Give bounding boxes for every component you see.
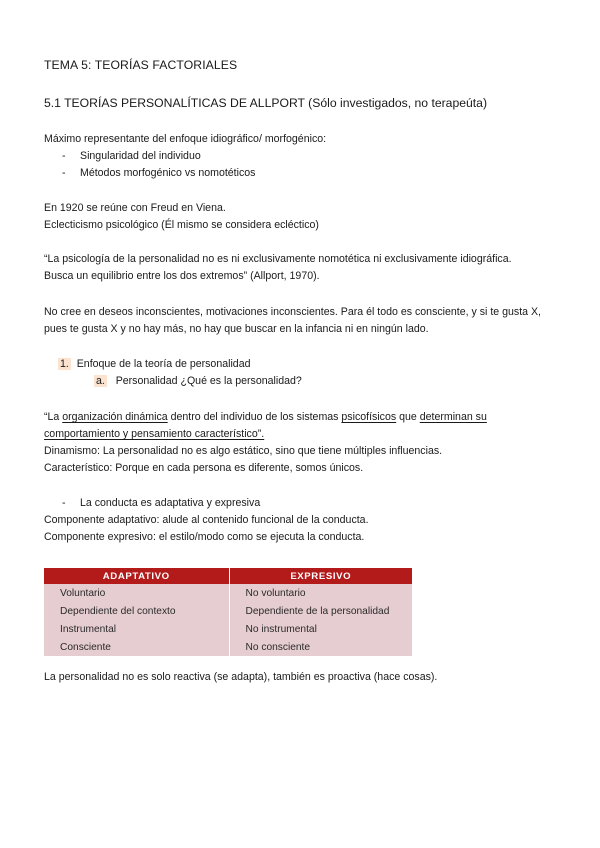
underlined-term: comportamiento y pensamiento característico”. [44, 428, 265, 440]
sub-item [94, 373, 302, 390]
sub-item-letter: a. [96, 375, 105, 387]
comparison-table [44, 568, 412, 656]
paragraph-line: pues te gusta X y no hay más, no hay que buscar en la infancia ni en ningún lado. [44, 323, 429, 335]
item-text: Enfoque de la teoría de personalidad [76, 358, 251, 370]
table-row [44, 584, 412, 602]
paragraph-line: No cree en deseos inconscientes, motivaciones inconscientes. Para él todo es consciente, y si te gusta X, [44, 306, 542, 318]
bullet-text: Métodos morfogénico vs nomotéticos [80, 167, 256, 179]
paragraph-line: Dinamismo: La personalidad no es algo estático, sino que tiene múltiples influencias. [44, 445, 443, 457]
quote-line: Busca un equilibrio entre los dos extremos” (Allport, 1970). [44, 270, 320, 282]
table-cell: Dependiente del contexto [44, 602, 229, 620]
table-row [44, 620, 412, 638]
table-cell: Consciente [44, 638, 229, 656]
definition-line [44, 409, 487, 426]
table-header-adaptativo: ADAPTATIVO [44, 568, 229, 584]
closing-line: La personalidad no es solo reactiva (se adapta), también es proactiva (hace cosas). [44, 671, 438, 683]
table-row [44, 602, 412, 620]
bullet-dash: - [62, 167, 66, 179]
text-run: que [396, 411, 420, 423]
item-number: 1. [60, 358, 69, 370]
paragraph-line: Componente expresivo: el estilo/modo como se ejecuta la conducta. [44, 531, 365, 543]
underlined-term: psicofísicos [341, 411, 397, 423]
text-run: dentro del individuo de los sistemas [167, 411, 342, 423]
paragraph-line: Componente adaptativo: alude al contenido funcional de la conducta. [44, 514, 369, 526]
text-run: “La [44, 411, 63, 423]
table-cell: Voluntario [44, 584, 229, 602]
intro-bullet [62, 165, 255, 182]
sub-item-text: Personalidad ¿Qué es la personalidad? [115, 375, 302, 387]
table-cell: No consciente [229, 638, 412, 656]
intro-bullet [62, 148, 201, 165]
table-header-row [44, 568, 412, 584]
conducta-bullet [62, 495, 260, 512]
bullet-dash: - [62, 497, 66, 509]
table-cell: No instrumental [229, 620, 412, 638]
table-header-expresivo: EXPRESIVO [229, 568, 412, 584]
intro-line: Máximo representante del enfoque idiográfico/ morfogénico: [44, 133, 327, 145]
underlined-term: determinan su [419, 411, 487, 423]
table-row [44, 638, 412, 656]
underlined-term: organización dinámica [62, 411, 168, 423]
paragraph-line: Característico: Porque en cada persona es diferente, somos únicos. [44, 462, 364, 474]
bullet-text: La conducta es adaptativa y expresiva [80, 497, 261, 509]
paragraph-line: Eclecticismo psicológico (Él mismo se considera ecléctico) [44, 219, 319, 231]
paragraph-line: En 1920 se reúne con Freud en Viena. [44, 202, 226, 214]
table-cell: Dependiente de la personalidad [229, 602, 412, 620]
bullet-dash: - [62, 150, 66, 162]
quote-line: “La psicología de la personalidad no es ni exclusivamente nomotética ni exclusivamente idiográfica. [44, 253, 512, 265]
bullet-text: Singularidad del individuo [80, 150, 201, 162]
section-title: 5.1 TEORÍAS PERSONALÍTICAS DE ALLPORT (Sólo investigados, no terapeúta) [44, 96, 488, 110]
definition-line [44, 426, 264, 443]
document-title: TEMA 5: TEORÍAS FACTORIALES [44, 58, 238, 72]
numbered-item [58, 356, 251, 373]
table-cell: No voluntario [229, 584, 412, 602]
table-cell: Instrumental [44, 620, 229, 638]
